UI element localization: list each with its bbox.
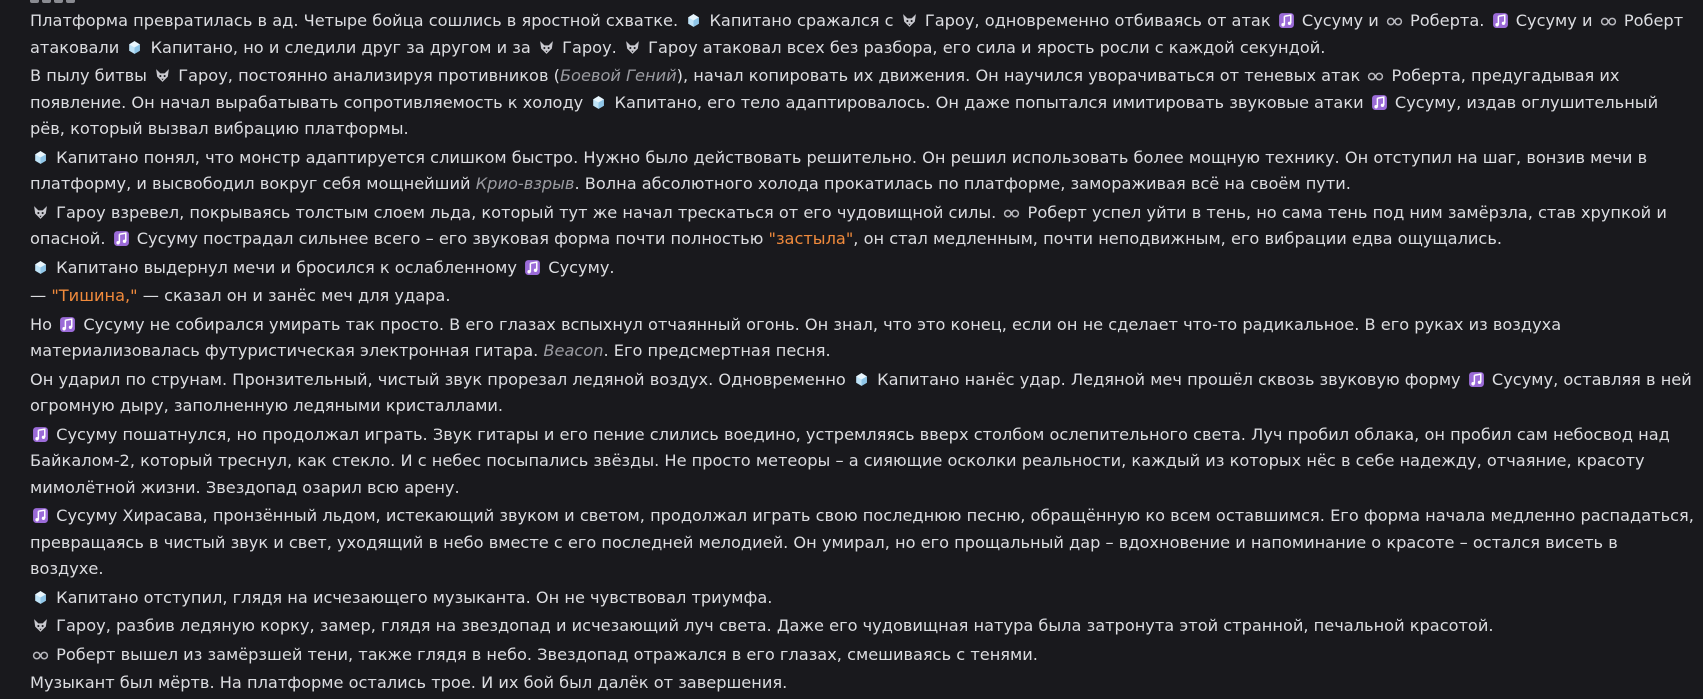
text-run: Сусуму и [1296, 11, 1384, 30]
glasses-icon [1386, 12, 1403, 29]
text-run: Сусуму, оставляя в ней огромную дыру, заполненную ледяными кристаллами. [30, 369, 1692, 415]
ice-cube-icon [126, 39, 143, 56]
text-run: ), начал копировать их движения. Он научился уворачиваться от теневых атак [676, 66, 1366, 85]
text-run: Сусуму, издав оглушительный рёв, который вызвал вибрацию платформы. [30, 92, 1659, 138]
text-run: Музыкант был мёртв. На платформе остались трое. И их бой был далёк от завершения. [30, 673, 788, 692]
musical-notes-icon [59, 316, 76, 333]
wolf-icon [538, 39, 555, 56]
paragraph [30, 8, 1695, 61]
text-run: Но [30, 314, 58, 334]
musical-notes-icon [1371, 94, 1388, 111]
wolf-icon [624, 39, 641, 56]
text-run: Капитано сражался с [704, 11, 899, 30]
paragraph [30, 63, 1695, 143]
text-run: Капитано выдернул мечи и бросился к ослабленному [51, 257, 523, 277]
musical-notes-icon [32, 507, 49, 524]
wolf-icon [901, 12, 918, 29]
paragraph [30, 642, 1695, 669]
text-run: — сказал он и занёс меч для удара. [137, 286, 451, 305]
text-run: Гароу. [556, 37, 622, 57]
text-run: . Его предсмертная песня. [603, 341, 831, 360]
text-run: Роберт успел уйти в тень, но сама тень под ним замёрзла, став хрупкой и опасной. [30, 202, 1667, 248]
message-content [30, 8, 1695, 699]
italic-term: Крио-взрыв [475, 174, 575, 193]
text-run: Гароу, разбив ледяную корку, замер, глядя на звездопад и исчезающий луч света. Даже его чудовищная натура была затронута этой странной, печальной красотой. [51, 616, 1494, 635]
text-run: Капитано понял, что монстр адаптируется слишком быстро. Нужно было действовать решительно. Он решил использовать более мощную технику. Он отступил на шаг, вонзив мечи в платформу, и высвободил вокруг себя мощнейший [30, 147, 1648, 193]
musical-notes-icon [524, 259, 541, 276]
paragraph [30, 367, 1695, 420]
glasses-icon [32, 646, 49, 663]
text-run: — [30, 286, 52, 305]
clipped-previous-line [30, 0, 100, 2]
paragraph [30, 585, 1695, 612]
text-run: Капитано отступил, глядя на исчезающего музыканта. Он не чувствовал триумфа. [51, 587, 773, 607]
paragraph [30, 312, 1695, 365]
ice-cube-icon [590, 94, 607, 111]
paragraph [30, 200, 1695, 253]
text-run: Роберта. [1404, 11, 1490, 30]
text-run: В пылу битвы [30, 66, 153, 85]
text-run: Гароу, постоянно анализируя противников ( [173, 66, 560, 85]
wolf-icon [32, 617, 49, 634]
ice-cube-icon [32, 589, 49, 606]
quoted-speech: "застыла" [768, 229, 854, 248]
paragraph [30, 670, 1695, 697]
text-run: . Волна абсолютного холода прокатилась по платформе, замораживая всё на своём пути. [574, 174, 1351, 193]
text-run: Роберт вышел из замёрзшей тени, также глядя в небо. Звездопад отражался в его глазах, смешиваясь с тенями. [51, 644, 1038, 664]
musical-notes-icon [1468, 371, 1485, 388]
quoted-speech: "Тишина," [51, 286, 138, 305]
text-run: Сусуму и [1510, 11, 1598, 30]
wolf-icon [154, 67, 171, 84]
italic-term: Боевой Гений [559, 66, 677, 85]
text-run: Сусуму. [543, 257, 615, 277]
wolf-icon [32, 204, 49, 221]
text-run: Капитано нанёс удар. Ледяной меч прошёл сквозь звуковую форму [871, 369, 1466, 389]
paragraph [30, 503, 1695, 583]
text-run: Платформа превратилась в ад. Четыре бойца сошлись в яростной схватке. [30, 11, 684, 30]
text-run: , он стал медленным, почти неподвижным, его вибрации едва ощущались. [853, 229, 1503, 248]
paragraph [30, 145, 1695, 198]
ice-cube-icon [32, 149, 49, 166]
paragraph [30, 422, 1695, 502]
ice-cube-icon [853, 371, 870, 388]
paragraph [30, 283, 1695, 310]
text-run: Он ударил по струнам. Пронзительный, чистый звук прорезал ледяной воздух. Одновременно [30, 369, 851, 389]
text-run: Роберта, предугадывая их появление. Он начал вырабатывать сопротивляемость к холоду [30, 66, 1620, 112]
italic-term: Beacon [543, 341, 604, 360]
ice-cube-icon [685, 12, 702, 29]
musical-notes-icon [32, 426, 49, 443]
text-run: Гароу, одновременно отбиваясь от атак [919, 11, 1276, 30]
text-run: Сусуму Хирасава, пронзённый льдом, истекающий звуком и светом, продолжал играть свою последнюю песню, обращённую ко всем оставшимся. Его форма начала медленно распадаться, превращаясь в чистый звук и свет, уходящий в небо вместе с его последней мелодией. Он умирал, но его прощальный дар – вдохновение и напоминание о красоте – остался висеть в воздухе. [30, 506, 1694, 578]
text-run: Гароу атаковал всех без разбора, его сила и ярость росли с каждой секундой. [642, 37, 1326, 57]
text-run: Сусуму пошатнулся, но продолжал играть. Звук гитары и его пение слились воедино, устремляясь вверх столбом ослепительного света. Луч пробил облака, он пробил сам небосвод над Байкалом-2, который треснул, как стекло. И с небес посыпались звёзды. Не просто метеоры – а сияющие осколки реальности, каждый из которых нёс в себе надежду, отчаяние, красоту мимолётной жизни. Звездопад озарил всю арену. [30, 424, 1670, 497]
paragraph [30, 255, 1695, 282]
glasses-icon [1003, 204, 1020, 221]
text-run: Сусуму не собирался умирать так просто. В его глазах вспыхнул отчаянный огонь. Он знал, что это конец, если он не сделает что-то радикальное. В его руках из воздуха материализовалась футуристическая электронная гитара. [30, 314, 1562, 360]
text-run: Капитано, но и следили друг за другом и за [145, 37, 536, 57]
ice-cube-icon [32, 259, 49, 276]
text-run: Гароу взревел, покрываясь толстым слоем льда, который тут же начал трескаться от его чудовищной силы. [51, 202, 1002, 222]
text-run: Сусуму пострадал сильнее всего – его звуковая форма почти полностью [131, 229, 769, 248]
musical-notes-icon [1278, 12, 1295, 29]
text-run: Роберт атаковали [30, 11, 1684, 57]
paragraph [30, 613, 1695, 640]
musical-notes-icon [113, 230, 130, 247]
glasses-icon [1367, 67, 1384, 84]
text-run: Капитано, его тело адаптировалось. Он даже попытался имитировать звуковые атаки [609, 92, 1369, 112]
glasses-icon [1600, 12, 1617, 29]
musical-notes-icon [1492, 12, 1509, 29]
